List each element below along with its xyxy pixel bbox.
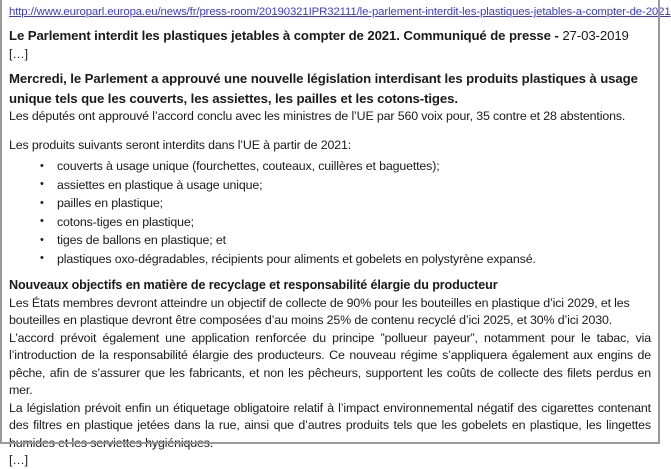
truncation-marker-top: […] [9,47,28,61]
banned-items-list [9,157,651,268]
vote-paragraph: Les députés ont approuvé l’accord conclu avec les ministres de l’UE par 560 voix pour, 35 contre et 28 abstentions. [9,109,626,123]
list-item: • cotons-tiges en plastique; [9,213,651,232]
article-title: Le Parlement interdit les plastiques jetables à compter de 2021. Communiqué de presse - [9,28,563,43]
ban-intro-paragraph: Les produits suivants seront interdits dans l’UE à partir de 2021: [9,137,352,152]
list-item: • pailles en plastique; [9,194,651,213]
list-item: • tiges de ballons en plastique; et [9,231,651,250]
recycling-paragraph: Les États membres devront atteindre un objectif de collecte de 90% pour les bouteilles en plastique d’ici 2029, et les bouteilles en plastique devront être composées d’au moins 25% de contenu recyclé d’ici 2025, et 30% d’ici 2030. [9,295,630,327]
lead-paragraph: Mercredi, le Parlement a approuvé une nouvelle législation interdisant les produits plastiques à usage unique tels que les couverts, les assiettes, les pailles et les cotons-tiges. [9,71,638,106]
list-item: • couverts à usage unique (fourchettes, couteaux, cuillères et baguettes); [9,157,651,176]
labelling-paragraph: La législation prévoit enfin un étiquetage obligatoire relatif à l’impact environnemental négatif des cigarettes contenant des filtres en plastique jetées dans la rue, ainsi que d’autres produits tels que les gobelets en plastique, les lingettes humides et les serviettes hygiéniques. [9,400,651,450]
list-item: • plastiques oxo-dégradables, récipients pour aliments et gobelets en polystyrène expansé. [9,250,651,269]
polluter-pays-paragraph: L’accord prévoit également une application renforcée du principe ”pollueur payeur”, notamment pour le tabac, via l’introduction de la responsabilité élargie des producteurs. Ce nouveau régime s’appliquera également aux engins de pêche, afin de s’assurer que les fabricants, et non les pêcheurs, supportent les coûts de collecte des filets perdus en mer. [9,330,651,397]
source-url-link[interactable]: http://www.europarl.europa.eu/news/fr/press-room/20190321IPR32111/le-parlement-interdit-les-plastiques-jetables-a-compter-de-2021 [9,6,671,18]
article-title-line [9,25,651,46]
list-item: • assiettes en plastique à usage unique; [9,176,651,195]
section-heading-recycling: Nouveaux objectifs en matière de recyclage et responsabilité élargie du producteur [9,278,498,292]
truncation-marker-bottom: […] [9,453,28,467]
article-date: 27-03-2019 [562,28,629,43]
